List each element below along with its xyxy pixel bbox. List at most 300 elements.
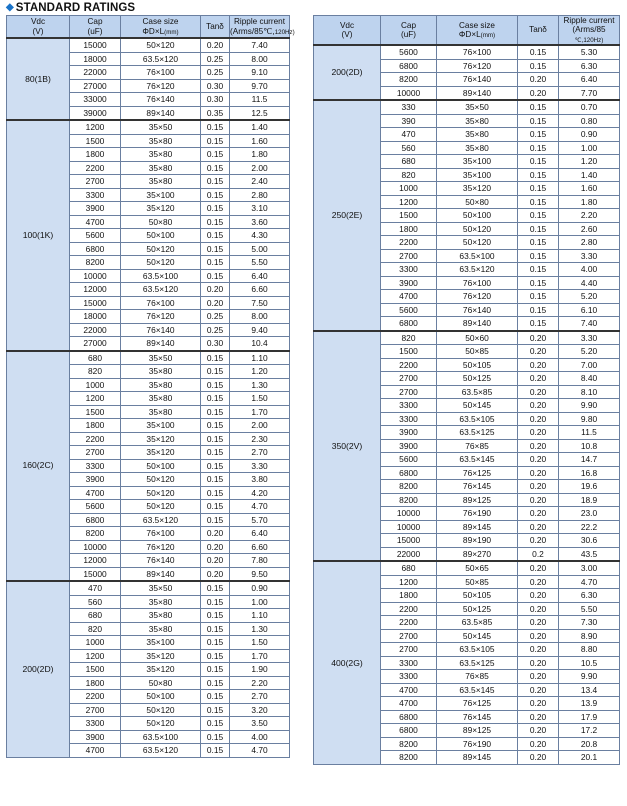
cap-cell: 4700 [70,486,121,500]
tan-cell: 0.25 [201,323,230,337]
case-size-cell: 76×100 [121,296,201,310]
cap-cell: 1200 [381,195,437,209]
case-size-cell: 35×80 [437,114,518,128]
case-size-cell: 89×140 [121,106,201,120]
tan-cell: 0.15 [518,59,559,73]
tan-cell: 0.15 [518,222,559,236]
case-size-cell: 63.5×100 [437,249,518,263]
tan-cell: 0.15 [518,182,559,196]
tan-cell: 0.20 [518,493,559,507]
case-size-cell: 63.5×145 [437,453,518,467]
tan-cell: 0.15 [201,595,230,609]
table-row [314,331,620,345]
table-row [7,351,290,365]
case-size-cell: 50×100 [121,690,201,704]
cap-cell: 5600 [381,45,437,59]
cap-cell: 820 [70,365,121,379]
ripple-cell: 1.00 [230,595,290,609]
tan-cell: 0.15 [518,249,559,263]
tan-cell: 0.20 [518,710,559,724]
ripple-cell: 1.60 [559,182,620,196]
cap-cell: 8200 [381,737,437,751]
case-size-cell: 50×120 [121,256,201,270]
ripple-cell: 2.20 [230,676,290,690]
vdc-cell: 80(1B) [7,38,70,120]
case-size-cell: 76×190 [437,507,518,521]
tan-cell: 0.20 [518,86,559,100]
tan-cell: 0.15 [201,703,230,717]
case-size-cell: 35×100 [437,155,518,169]
case-size-cell: 76×120 [437,290,518,304]
case-size-cell: 89×125 [437,724,518,738]
cap-cell: 6800 [381,317,437,331]
cap-cell: 6800 [381,710,437,724]
cap-cell: 10000 [70,269,121,283]
case-size-cell: 63.5×85 [437,616,518,630]
cap-cell: 3900 [381,276,437,290]
tan-cell: 0.20 [518,426,559,440]
case-size-cell: 89×140 [437,86,518,100]
cap-cell: 390 [381,114,437,128]
case-size-cell: 63.5×100 [121,730,201,744]
table-row [7,120,290,134]
cap-cell: 3300 [381,399,437,413]
case-size-cell: 35×120 [121,446,201,460]
cap-cell: 22000 [70,323,121,337]
tan-cell: 0.15 [201,351,230,365]
ripple-cell: 3.60 [230,215,290,229]
cap-cell: 8200 [70,256,121,270]
case-size-cell: 76×140 [437,303,518,317]
ripple-cell: 3.30 [230,459,290,473]
tan-cell: 0.20 [518,534,559,548]
ripple-cell: 3.30 [559,331,620,345]
case-size-cell: 76×190 [437,737,518,751]
header-vdc: Vdc (V) [7,16,70,39]
ripple-cell: 8.40 [559,372,620,386]
case-size-cell: 35×80 [121,392,201,406]
case-size-cell: 50×125 [437,602,518,616]
ripple-cell: 3.80 [230,473,290,487]
cap-cell: 1000 [70,378,121,392]
diamond-icon: ◆ [6,2,14,13]
cap-cell: 470 [381,128,437,142]
ripple-cell: 5.50 [559,602,620,616]
ripple-cell: 2.00 [230,419,290,433]
cap-cell: 330 [381,100,437,114]
header-case-size: Case size ΦD×L(mm) [121,16,201,39]
ripple-cell: 9.50 [230,567,290,581]
table-row [7,581,290,595]
ripple-cell: 1.90 [230,663,290,677]
case-size-cell: 35×50 [121,120,201,134]
case-size-cell: 50×105 [437,358,518,372]
case-size-cell: 76×140 [121,93,201,107]
cap-cell: 22000 [381,547,437,561]
cap-cell: 1500 [70,134,121,148]
cap-cell: 6800 [70,513,121,527]
case-size-cell: 35×50 [121,351,201,365]
tan-cell: 0.20 [518,345,559,359]
tan-cell: 0.20 [518,683,559,697]
tan-cell: 0.15 [201,432,230,446]
cap-cell: 680 [70,351,121,365]
tan-cell: 0.15 [518,263,559,277]
ripple-cell: 5.30 [559,45,620,59]
cap-cell: 1200 [381,575,437,589]
cap-cell: 18000 [70,310,121,324]
case-size-cell: 35×50 [121,581,201,595]
ripple-cell: 2.30 [230,432,290,446]
tan-cell: 0.15 [201,242,230,256]
ripple-cell: 8.90 [559,629,620,643]
case-size-cell: 35×100 [121,188,201,202]
ripple-cell: 1.80 [230,148,290,162]
ripple-cell: 7.00 [559,358,620,372]
vdc-cell: 250(2E) [314,100,381,331]
tan-cell: 0.15 [518,114,559,128]
cap-cell: 3300 [381,263,437,277]
case-size-cell: 76×120 [121,79,201,93]
case-size-cell: 89×140 [437,317,518,331]
tan-cell: 0.20 [518,724,559,738]
ripple-cell: 11.5 [559,426,620,440]
cap-cell: 2200 [70,432,121,446]
case-size-cell: 63.5×120 [437,263,518,277]
header-case-size: Case size ΦD×L(mm) [437,16,518,46]
case-size-cell: 89×190 [437,534,518,548]
ripple-cell: 7.70 [559,86,620,100]
cap-cell: 1200 [70,392,121,406]
ripple-cell: 6.30 [559,59,620,73]
case-size-cell: 50×120 [121,703,201,717]
cap-cell: 680 [381,155,437,169]
tan-cell: 0.15 [518,317,559,331]
ripple-cell: 8.10 [559,385,620,399]
cap-cell: 2700 [70,446,121,460]
tan-cell: 0.20 [518,453,559,467]
cap-cell: 1500 [381,345,437,359]
case-size-cell: 35×80 [121,609,201,623]
tan-cell: 0.25 [201,52,230,66]
cap-cell: 3900 [381,439,437,453]
case-size-cell: 63.5×100 [121,269,201,283]
case-size-cell: 76×140 [121,323,201,337]
tan-cell: 0.15 [201,581,230,595]
tan-cell: 0.15 [201,188,230,202]
case-size-cell: 35×80 [121,405,201,419]
cap-cell: 3300 [70,188,121,202]
cap-cell: 820 [70,622,121,636]
case-size-cell: 35×100 [121,636,201,650]
tan-cell: 0.20 [518,751,559,765]
tan-cell: 0.20 [518,358,559,372]
cap-cell: 6800 [70,242,121,256]
case-size-cell: 50×100 [121,459,201,473]
ripple-cell: 2.70 [230,690,290,704]
ripple-cell: 4.70 [230,500,290,514]
table-row [7,38,290,52]
cap-cell: 1500 [70,405,121,419]
case-size-cell: 50×85 [437,575,518,589]
header-vdc: Vdc (V) [314,16,381,46]
cap-cell: 6800 [381,724,437,738]
ripple-cell: 17.9 [559,710,620,724]
vdc-cell: 160(2C) [7,351,70,582]
tan-cell: 0.15 [201,161,230,175]
cap-cell: 27000 [70,337,121,351]
tan-cell: 0.15 [201,134,230,148]
ripple-cell: 1.50 [230,392,290,406]
ripple-cell: 10.4 [230,337,290,351]
ratings-table-right [313,15,620,765]
case-size-cell: 50×120 [437,236,518,250]
tan-cell: 0.15 [201,378,230,392]
ripple-cell: 4.00 [230,730,290,744]
page-title-text: STANDARD RATINGS [15,1,136,14]
case-size-cell: 50×100 [121,229,201,243]
case-size-cell: 35×50 [437,100,518,114]
case-size-cell: 50×120 [121,717,201,731]
cap-cell: 1500 [381,209,437,223]
header-cap: Cap (uF) [70,16,121,39]
ripple-cell: 20.1 [559,751,620,765]
tan-cell: 0.15 [518,209,559,223]
cap-cell: 3900 [70,730,121,744]
cap-cell: 5600 [70,500,121,514]
case-size-cell: 35×80 [121,365,201,379]
cap-cell: 8200 [381,73,437,87]
ripple-cell: 2.70 [230,446,290,460]
ripple-cell: 9.90 [559,670,620,684]
tan-cell: 0.15 [201,229,230,243]
cap-cell: 2200 [381,602,437,616]
tan-cell: 0.15 [201,175,230,189]
ripple-cell: 0.70 [559,100,620,114]
cap-cell: 8200 [381,480,437,494]
case-size-cell: 50×120 [437,222,518,236]
tan-cell: 0.15 [201,676,230,690]
case-size-cell: 35×120 [121,649,201,663]
ripple-cell: 6.60 [230,283,290,297]
cap-cell: 8200 [381,751,437,765]
cap-cell: 1800 [70,676,121,690]
cap-cell: 1000 [70,636,121,650]
tan-cell: 0.15 [201,365,230,379]
tan-cell: 0.20 [518,520,559,534]
ripple-cell: 6.40 [230,527,290,541]
case-size-cell: 35×80 [121,378,201,392]
tan-cell: 0.15 [518,100,559,114]
tan-cell: 0.25 [201,310,230,324]
ripple-cell: 9.40 [230,323,290,337]
ripple-cell: 13.9 [559,697,620,711]
ripple-cell: 2.20 [559,209,620,223]
header-tan: Tanδ [201,16,230,39]
tan-cell: 0.15 [518,128,559,142]
tan-cell: 0.20 [201,567,230,581]
tan-cell: 0.15 [201,730,230,744]
ripple-cell: 6.40 [559,73,620,87]
cap-cell: 3300 [381,670,437,684]
cap-cell: 3300 [381,412,437,426]
case-size-cell: 76×140 [437,73,518,87]
ripple-cell: 0.80 [559,114,620,128]
table-body-left [7,38,290,757]
cap-cell: 6800 [381,59,437,73]
cap-cell: 27000 [70,79,121,93]
tan-cell: 0.2 [518,547,559,561]
case-size-cell: 50×125 [437,372,518,386]
ripple-cell: 43.5 [559,547,620,561]
tan-cell: 0.15 [201,622,230,636]
ripple-cell: 5.50 [230,256,290,270]
tan-cell: 0.15 [201,446,230,460]
case-size-cell: 89×145 [437,520,518,534]
tan-cell: 0.20 [518,737,559,751]
case-size-cell: 35×80 [121,595,201,609]
case-size-cell: 50×80 [121,215,201,229]
tan-cell: 0.15 [201,663,230,677]
ripple-cell: 10.5 [559,656,620,670]
cap-cell: 2700 [381,385,437,399]
cap-cell: 820 [381,331,437,345]
case-size-cell: 63.5×120 [121,52,201,66]
tan-cell: 0.15 [201,148,230,162]
tan-cell: 0.15 [201,513,230,527]
tan-cell: 0.20 [518,643,559,657]
case-size-cell: 35×120 [121,432,201,446]
header-ripple: Ripple current (Arms/85 ℃,120Hz) [559,16,620,46]
case-size-cell: 63.5×120 [121,744,201,758]
cap-cell: 560 [70,595,121,609]
ripple-cell: 2.60 [559,222,620,236]
case-size-cell: 63.5×120 [121,283,201,297]
ripple-cell: 12.5 [230,106,290,120]
tan-cell: 0.15 [201,392,230,406]
cap-cell: 33000 [70,93,121,107]
cap-cell: 15000 [381,534,437,548]
cap-cell: 1800 [70,148,121,162]
ripple-cell: 9.90 [559,399,620,413]
tan-cell: 0.15 [201,419,230,433]
ripple-cell: 3.30 [559,249,620,263]
table-row [314,561,620,575]
cap-cell: 12000 [70,283,121,297]
case-size-cell: 76×140 [121,554,201,568]
cap-cell: 2200 [70,161,121,175]
cap-cell: 2700 [381,249,437,263]
tan-cell: 0.20 [518,656,559,670]
ripple-cell: 16.8 [559,466,620,480]
case-size-cell: 35×120 [121,202,201,216]
ripple-cell: 4.20 [230,486,290,500]
cap-cell: 39000 [70,106,121,120]
case-size-cell: 35×80 [121,134,201,148]
cap-cell: 6800 [381,466,437,480]
case-size-cell: 35×120 [121,663,201,677]
ripple-cell: 6.30 [559,589,620,603]
cap-cell: 1800 [70,419,121,433]
tan-cell: 0.20 [518,670,559,684]
table-row [314,100,620,114]
tan-cell: 0.15 [201,459,230,473]
cap-cell: 3900 [70,202,121,216]
case-size-cell: 63.5×145 [437,683,518,697]
table-header-row [314,16,620,46]
cap-cell: 12000 [70,554,121,568]
cap-cell: 3300 [70,717,121,731]
tan-cell: 0.20 [201,38,230,52]
cap-cell: 4700 [381,683,437,697]
case-size-cell: 35×80 [437,128,518,142]
cap-cell: 5600 [381,303,437,317]
case-size-cell: 63.5×105 [437,643,518,657]
ripple-cell: 1.40 [230,120,290,134]
tan-cell: 0.15 [201,486,230,500]
ripple-cell: 1.30 [230,378,290,392]
cap-cell: 3300 [381,656,437,670]
tan-cell: 0.20 [518,412,559,426]
tan-cell: 0.15 [201,120,230,134]
cap-cell: 1200 [70,649,121,663]
table-row [314,45,620,59]
tan-cell: 0.20 [201,554,230,568]
ripple-cell: 0.90 [559,128,620,142]
tan-cell: 0.20 [201,540,230,554]
ripple-cell: 22.2 [559,520,620,534]
ripple-cell: 1.40 [559,168,620,182]
ripple-cell: 19.6 [559,480,620,494]
ripple-cell: 7.40 [230,38,290,52]
tan-cell: 0.30 [201,93,230,107]
ripple-cell: 10.8 [559,439,620,453]
tan-cell: 0.15 [518,236,559,250]
ripple-cell: 2.00 [230,161,290,175]
ripple-cell: 1.20 [230,365,290,379]
case-size-cell: 76×100 [437,45,518,59]
cap-cell: 2200 [381,616,437,630]
case-size-cell: 76×125 [437,466,518,480]
tan-cell: 0.30 [201,337,230,351]
case-size-cell: 35×100 [437,168,518,182]
ripple-cell: 4.30 [230,229,290,243]
tan-cell: 0.15 [518,45,559,59]
case-size-cell: 89×140 [121,337,201,351]
ripple-cell: 1.60 [230,134,290,148]
ripple-cell: 9.70 [230,79,290,93]
case-size-cell: 76×120 [121,310,201,324]
cap-cell: 5600 [381,453,437,467]
tan-cell: 0.20 [518,575,559,589]
cap-cell: 10000 [381,520,437,534]
cap-cell: 2700 [381,372,437,386]
tan-cell: 0.20 [518,697,559,711]
case-size-cell: 76×85 [437,670,518,684]
cap-cell: 4700 [70,744,121,758]
cap-cell: 3900 [381,426,437,440]
tan-cell: 0.15 [518,195,559,209]
tan-cell: 0.15 [201,500,230,514]
vdc-cell: 200(2D) [314,45,381,100]
tan-cell: 0.15 [518,168,559,182]
ripple-cell: 1.00 [559,141,620,155]
case-size-cell: 50×60 [437,331,518,345]
cap-cell: 1200 [70,120,121,134]
case-size-cell: 50×120 [121,38,201,52]
case-size-cell: 50×65 [437,561,518,575]
case-size-cell: 76×145 [437,480,518,494]
